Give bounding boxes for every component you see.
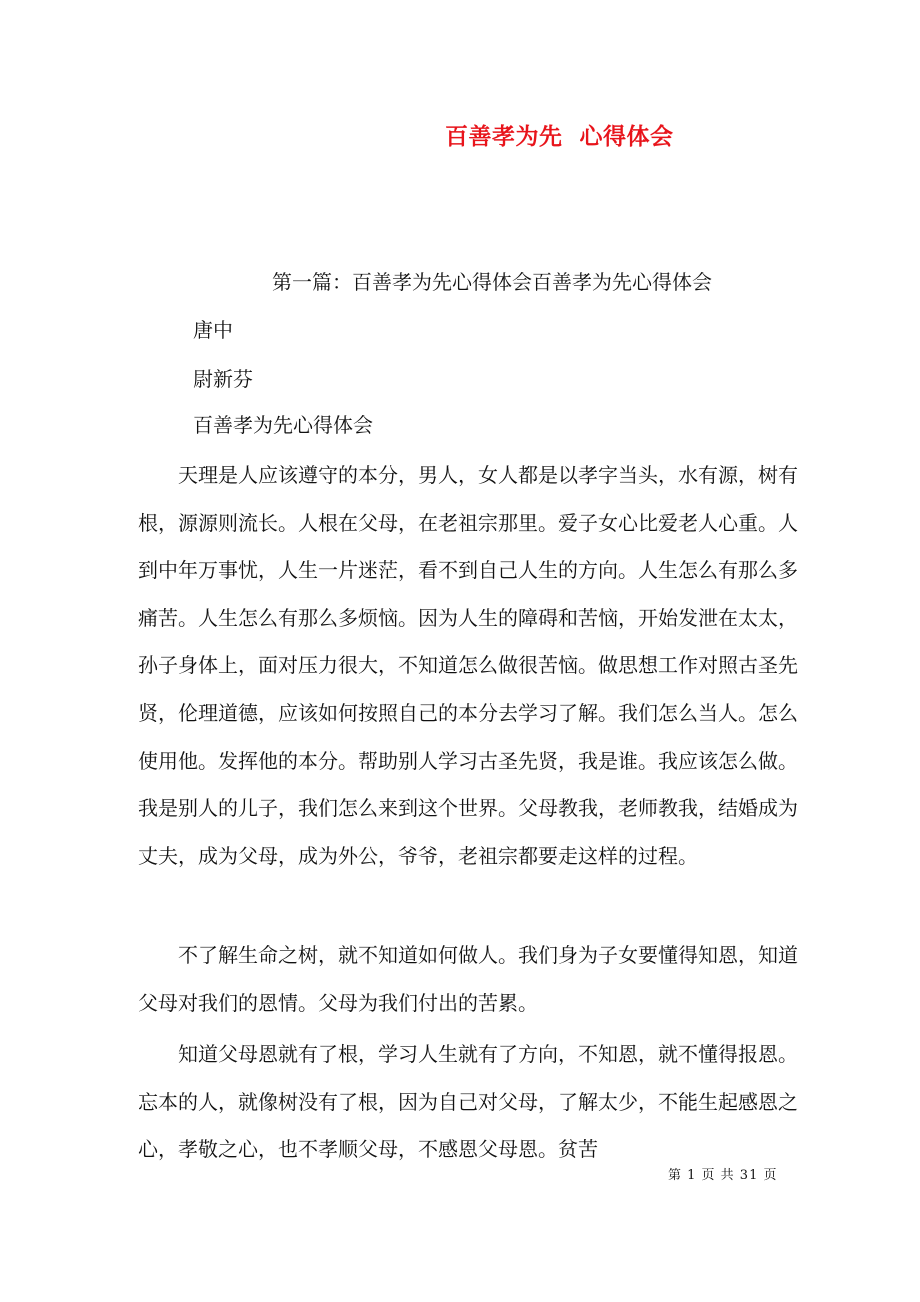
author-line-2: 尉新芬	[193, 367, 253, 391]
subtitle: 百善孝为先心得体会	[193, 413, 373, 437]
body-paragraph-1: 天理是人应该遵守的本分，男人，女人都是以孝字当头，水有源，树有根，源源则流长。人根在父母，在老祖宗那里。爱子女心比爱老人心重。人到中年万事忧，人生一片迷茫，看不到自己人生的方向。人生怎么有那么多痛苦。人生怎么有那么多烦恼。因为人生的障碍和苦恼，开始发泄在太太，孙子身体上，面对压力很大，不知道怎么做很苦恼。做思想工作对照古圣先贤，伦理道德，应该如何按照自己的本分去学习了解。我们怎么当人。怎么使用他。发挥他的本分。帮助别人学习古圣先贤，我是谁。我应该怎么做。我是别人的儿子，我们怎么来到这个世界。父母教我，老师教我，结婚成为丈夫，成为父母，成为外公，爷爷，老祖宗都要走这样的过程。	[138, 463, 798, 868]
body-paragraph-2: 不了解生命之树，就不知道如何做人。我们身为子女要懂得知恩，知道父母对我们的恩情。父母为我们付出的苦累。	[138, 943, 798, 1015]
author-line-1: 唐中	[193, 318, 233, 342]
chapter-heading: 第一篇：百善孝为先心得体会百善孝为先心得体会	[272, 270, 712, 294]
body-paragraph-3: 知道父母恩就有了根，学习人生就有了方向，不知恩，就不懂得报恩。忘本的人，就像树没有了根，因为自己对父母，了解太少，不能生起感恩之心，孝敬之心，也不孝顺父母，不感恩父母恩。贫苦	[138, 1042, 798, 1162]
document-title: 百善孝为先 心得体会	[445, 123, 674, 150]
page-indicator: 第 1 页 共 31 页	[668, 1168, 778, 1183]
